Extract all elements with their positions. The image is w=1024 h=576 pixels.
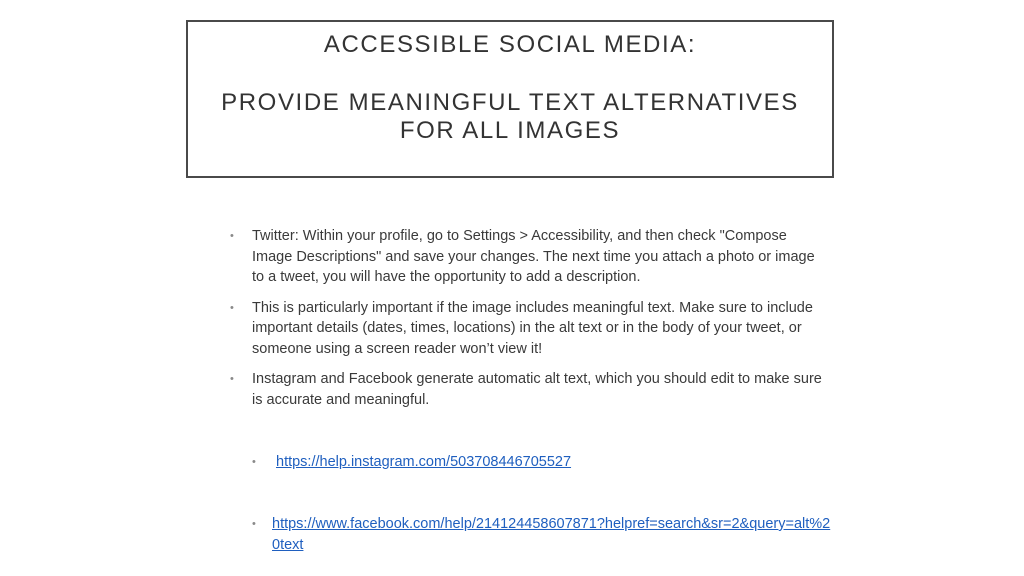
bullet-marker: • [230, 373, 234, 385]
sub-bullet-marker: • [252, 456, 256, 468]
slide-title-line-3: FOR ALL IMAGES [399, 117, 621, 144]
bullet-item-twitter [228, 226, 828, 288]
facebook-help-link[interactable]: https://www.facebook.com/help/214124458607871?helpref=search&sr=2&query=alt%20text [272, 516, 831, 553]
slide-title-line-2: PROVIDE MEANINGFUL TEXT ALTERNATIVES [221, 89, 799, 116]
instagram-help-link[interactable]: https://help.instagram.com/503708446705527 [276, 454, 572, 470]
bullet-text: Instagram and Facebook generate automatic alt text, which you should edit to make sure is accurate and meaningful. [252, 371, 822, 408]
bullet-text: This is particularly important if the image includes meaningful text. Make sure to include important details (dates, times, locations) in the alt text or in the body of your tweet, or someone using a screen reader won’t view it! [252, 299, 813, 357]
slide-title-line-1: ACCESSIBLE SOCIAL MEDIA: [323, 31, 697, 58]
sub-bullet-marker: • [252, 518, 256, 530]
bullet-item-meaningful-text [228, 298, 828, 360]
title-box [186, 20, 834, 178]
bullet-list [228, 226, 828, 420]
bullet-marker: • [230, 230, 234, 242]
bullet-text: Twitter: Within your profile, go to Settings > Accessibility, and then check "Compose Image Descriptions" and save your changes. The next time you attach a photo or image to a tweet, you will have the opportunity to add a description. [252, 228, 815, 285]
bullet-item-instagram-facebook [228, 369, 828, 410]
bullet-marker: • [230, 301, 234, 314]
